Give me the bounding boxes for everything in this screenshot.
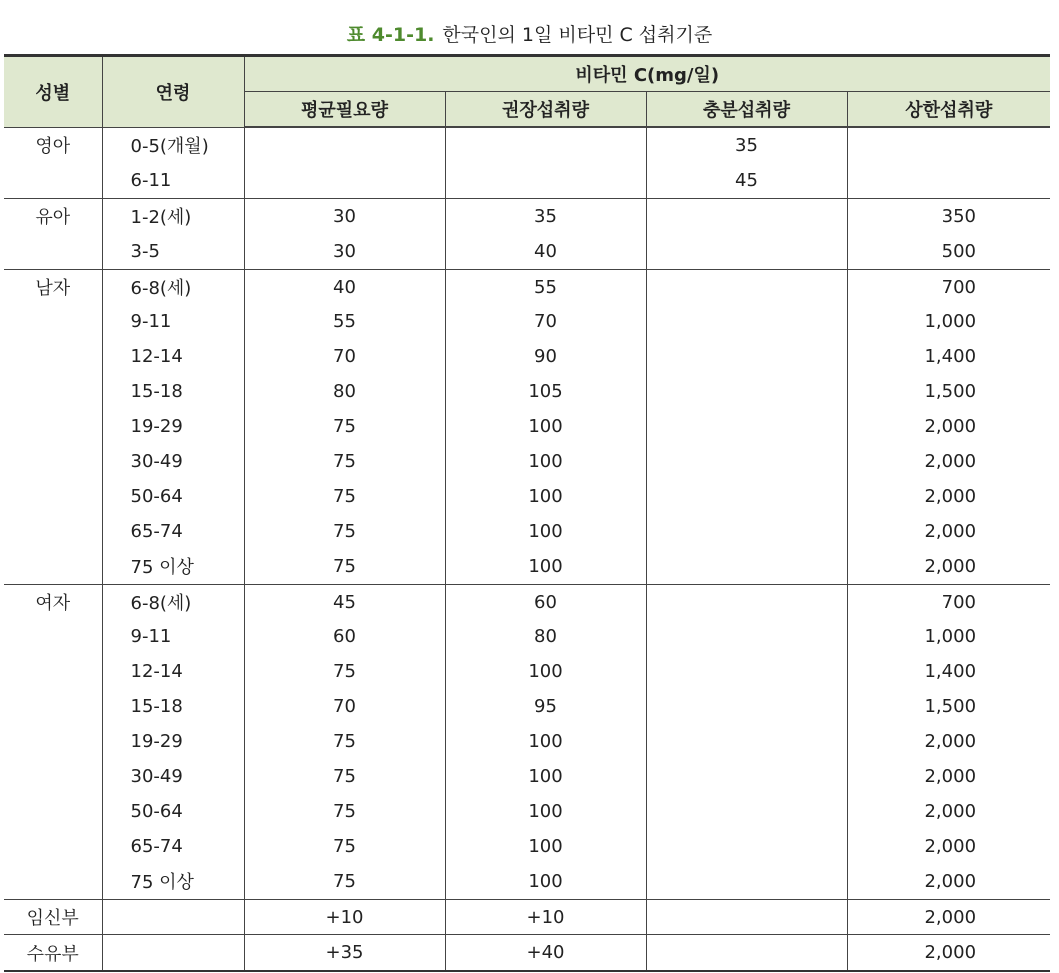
cell-ear: 75 (244, 409, 445, 444)
cell-ai (646, 549, 847, 584)
cell-ai (646, 269, 847, 304)
table-body (4, 127, 1050, 971)
cell-ear: 75 (244, 829, 445, 864)
cell-ul: 2,000 (847, 479, 1050, 514)
header-age: 연령 (102, 56, 244, 128)
cell-rni: 100 (445, 864, 646, 899)
cell-ai: 35 (646, 127, 847, 163)
cell-sex (4, 759, 102, 794)
cell-sex (4, 409, 102, 444)
cell-age: 1-2(세) (102, 198, 244, 233)
cell-ear: +10 (244, 899, 445, 935)
cell-ul: 2,000 (847, 724, 1050, 759)
cell-age: 9-11 (102, 304, 244, 339)
cell-sex (4, 829, 102, 864)
header-ai: 충분섭취량 (646, 92, 847, 128)
cell-ear: 75 (244, 864, 445, 899)
cell-age: 30-49 (102, 444, 244, 479)
cell-sex (4, 619, 102, 654)
table-row (4, 794, 1050, 829)
header-sex: 성별 (4, 56, 102, 128)
table-number: 표 4-1-1. (346, 24, 435, 46)
cell-age: 50-64 (102, 479, 244, 514)
cell-sex (4, 374, 102, 409)
table-row (4, 409, 1050, 444)
table-row (4, 514, 1050, 549)
cell-rni: 60 (445, 584, 646, 619)
cell-ai (646, 584, 847, 619)
cell-rni: 100 (445, 724, 646, 759)
table-row (4, 689, 1050, 724)
cell-ai: 45 (646, 163, 847, 198)
cell-rni: 100 (445, 794, 646, 829)
cell-rni: +40 (445, 935, 646, 971)
table-row (4, 269, 1050, 304)
cell-sex (4, 163, 102, 198)
cell-ul: 500 (847, 234, 1050, 269)
cell-sex: 영아 (4, 127, 102, 163)
cell-ear: 70 (244, 689, 445, 724)
cell-ear (244, 127, 445, 163)
table-row (4, 444, 1050, 479)
cell-sex: 유아 (4, 198, 102, 233)
cell-age: 9-11 (102, 619, 244, 654)
cell-age: 3-5 (102, 234, 244, 269)
table-row (4, 619, 1050, 654)
cell-sex: 임신부 (4, 899, 102, 935)
cell-sex: 수유부 (4, 935, 102, 971)
cell-ear: 75 (244, 479, 445, 514)
table-row (4, 374, 1050, 409)
cell-ear: 40 (244, 269, 445, 304)
table-row (4, 829, 1050, 864)
table-row (4, 304, 1050, 339)
cell-ul: 2,000 (847, 409, 1050, 444)
cell-ai (646, 654, 847, 689)
cell-ear: 45 (244, 584, 445, 619)
cell-rni: 100 (445, 549, 646, 584)
cell-ul: 2,000 (847, 514, 1050, 549)
cell-age: 75 이상 (102, 549, 244, 584)
cell-age: 19-29 (102, 409, 244, 444)
cell-sex (4, 479, 102, 514)
cell-ul: 2,000 (847, 864, 1050, 899)
cell-ai (646, 514, 847, 549)
cell-rni: 55 (445, 269, 646, 304)
cell-ai (646, 304, 847, 339)
cell-ai (646, 409, 847, 444)
cell-sex: 여자 (4, 584, 102, 619)
cell-sex (4, 514, 102, 549)
cell-ul: 2,000 (847, 829, 1050, 864)
cell-age: 65-74 (102, 514, 244, 549)
cell-ear: 30 (244, 198, 445, 233)
vitamin-c-intake-table (4, 54, 1050, 972)
cell-ai (646, 759, 847, 794)
cell-ear: 75 (244, 514, 445, 549)
cell-rni: 90 (445, 339, 646, 374)
cell-ear: 80 (244, 374, 445, 409)
cell-ul: 1,400 (847, 654, 1050, 689)
table-row (4, 549, 1050, 584)
cell-ear (244, 163, 445, 198)
cell-ul: 350 (847, 198, 1050, 233)
cell-rni: 80 (445, 619, 646, 654)
cell-sex (4, 234, 102, 269)
header-rni: 권장섭취량 (445, 92, 646, 128)
table-row (4, 724, 1050, 759)
cell-rni: 100 (445, 829, 646, 864)
cell-ul: 1,400 (847, 339, 1050, 374)
cell-rni: 35 (445, 198, 646, 233)
cell-age: 15-18 (102, 689, 244, 724)
header-ear: 평균필요량 (244, 92, 445, 128)
cell-ai (646, 374, 847, 409)
cell-age: 19-29 (102, 724, 244, 759)
cell-ul: 700 (847, 269, 1050, 304)
cell-ul: 1,500 (847, 374, 1050, 409)
cell-age: 6-8(세) (102, 269, 244, 304)
table-caption (0, 20, 1059, 47)
cell-ai (646, 724, 847, 759)
cell-rni: 100 (445, 514, 646, 549)
table-header (4, 56, 1050, 128)
table-row (4, 479, 1050, 514)
cell-sex (4, 689, 102, 724)
cell-ear: 60 (244, 619, 445, 654)
cell-age: 75 이상 (102, 864, 244, 899)
cell-ul: 2,000 (847, 899, 1050, 935)
cell-ul: 2,000 (847, 759, 1050, 794)
cell-sex (4, 654, 102, 689)
table-row (4, 759, 1050, 794)
cell-age: 50-64 (102, 794, 244, 829)
table-row (4, 127, 1050, 163)
cell-rni: 105 (445, 374, 646, 409)
cell-rni (445, 127, 646, 163)
cell-ai (646, 619, 847, 654)
cell-age: 65-74 (102, 829, 244, 864)
cell-rni: 100 (445, 654, 646, 689)
cell-sex (4, 444, 102, 479)
cell-ai (646, 794, 847, 829)
cell-ear: 75 (244, 759, 445, 794)
table-row (4, 584, 1050, 619)
cell-ul (847, 127, 1050, 163)
cell-ul: 700 (847, 584, 1050, 619)
cell-age (102, 899, 244, 935)
cell-rni: +10 (445, 899, 646, 935)
cell-sex (4, 724, 102, 759)
table-title: 한국인의 1일 비타민 C 섭취기준 (442, 24, 713, 46)
cell-age: 15-18 (102, 374, 244, 409)
cell-ear: 75 (244, 654, 445, 689)
cell-ul: 2,000 (847, 444, 1050, 479)
header-vitamin-c: 비타민 C(mg/일) (244, 56, 1050, 92)
table-row (4, 234, 1050, 269)
cell-ear: 75 (244, 444, 445, 479)
cell-sex (4, 794, 102, 829)
table-row (4, 654, 1050, 689)
cell-ul: 2,000 (847, 549, 1050, 584)
cell-ul (847, 163, 1050, 198)
cell-ai (646, 935, 847, 971)
cell-sex (4, 339, 102, 374)
cell-ear: 75 (244, 794, 445, 829)
table-row (4, 339, 1050, 374)
cell-ear: 55 (244, 304, 445, 339)
cell-rni: 100 (445, 759, 646, 794)
cell-ai (646, 689, 847, 724)
table-row (4, 899, 1050, 935)
cell-ear: +35 (244, 935, 445, 971)
cell-sex (4, 864, 102, 899)
cell-ai (646, 339, 847, 374)
cell-ai (646, 444, 847, 479)
cell-ul: 2,000 (847, 935, 1050, 971)
cell-ai (646, 479, 847, 514)
cell-age: 6-11 (102, 163, 244, 198)
table-row (4, 935, 1050, 971)
cell-rni (445, 163, 646, 198)
cell-sex (4, 304, 102, 339)
cell-ear: 70 (244, 339, 445, 374)
cell-sex (4, 549, 102, 584)
cell-ul: 1,500 (847, 689, 1050, 724)
cell-rni: 40 (445, 234, 646, 269)
cell-sex: 남자 (4, 269, 102, 304)
table-row (4, 163, 1050, 198)
cell-ai (646, 198, 847, 233)
cell-age: 0-5(개월) (102, 127, 244, 163)
cell-rni: 100 (445, 409, 646, 444)
cell-age (102, 935, 244, 971)
cell-ul: 2,000 (847, 794, 1050, 829)
cell-ai (646, 864, 847, 899)
cell-rni: 95 (445, 689, 646, 724)
cell-ear: 75 (244, 549, 445, 584)
cell-ul: 1,000 (847, 304, 1050, 339)
cell-ai (646, 829, 847, 864)
cell-ul: 1,000 (847, 619, 1050, 654)
cell-ear: 30 (244, 234, 445, 269)
cell-ai (646, 899, 847, 935)
cell-ear: 75 (244, 724, 445, 759)
header-ul: 상한섭취량 (847, 92, 1050, 128)
cell-rni: 100 (445, 479, 646, 514)
cell-rni: 70 (445, 304, 646, 339)
cell-age: 6-8(세) (102, 584, 244, 619)
table-row (4, 198, 1050, 233)
cell-rni: 100 (445, 444, 646, 479)
cell-age: 12-14 (102, 339, 244, 374)
cell-ai (646, 234, 847, 269)
cell-age: 12-14 (102, 654, 244, 689)
table-row (4, 864, 1050, 899)
cell-age: 30-49 (102, 759, 244, 794)
